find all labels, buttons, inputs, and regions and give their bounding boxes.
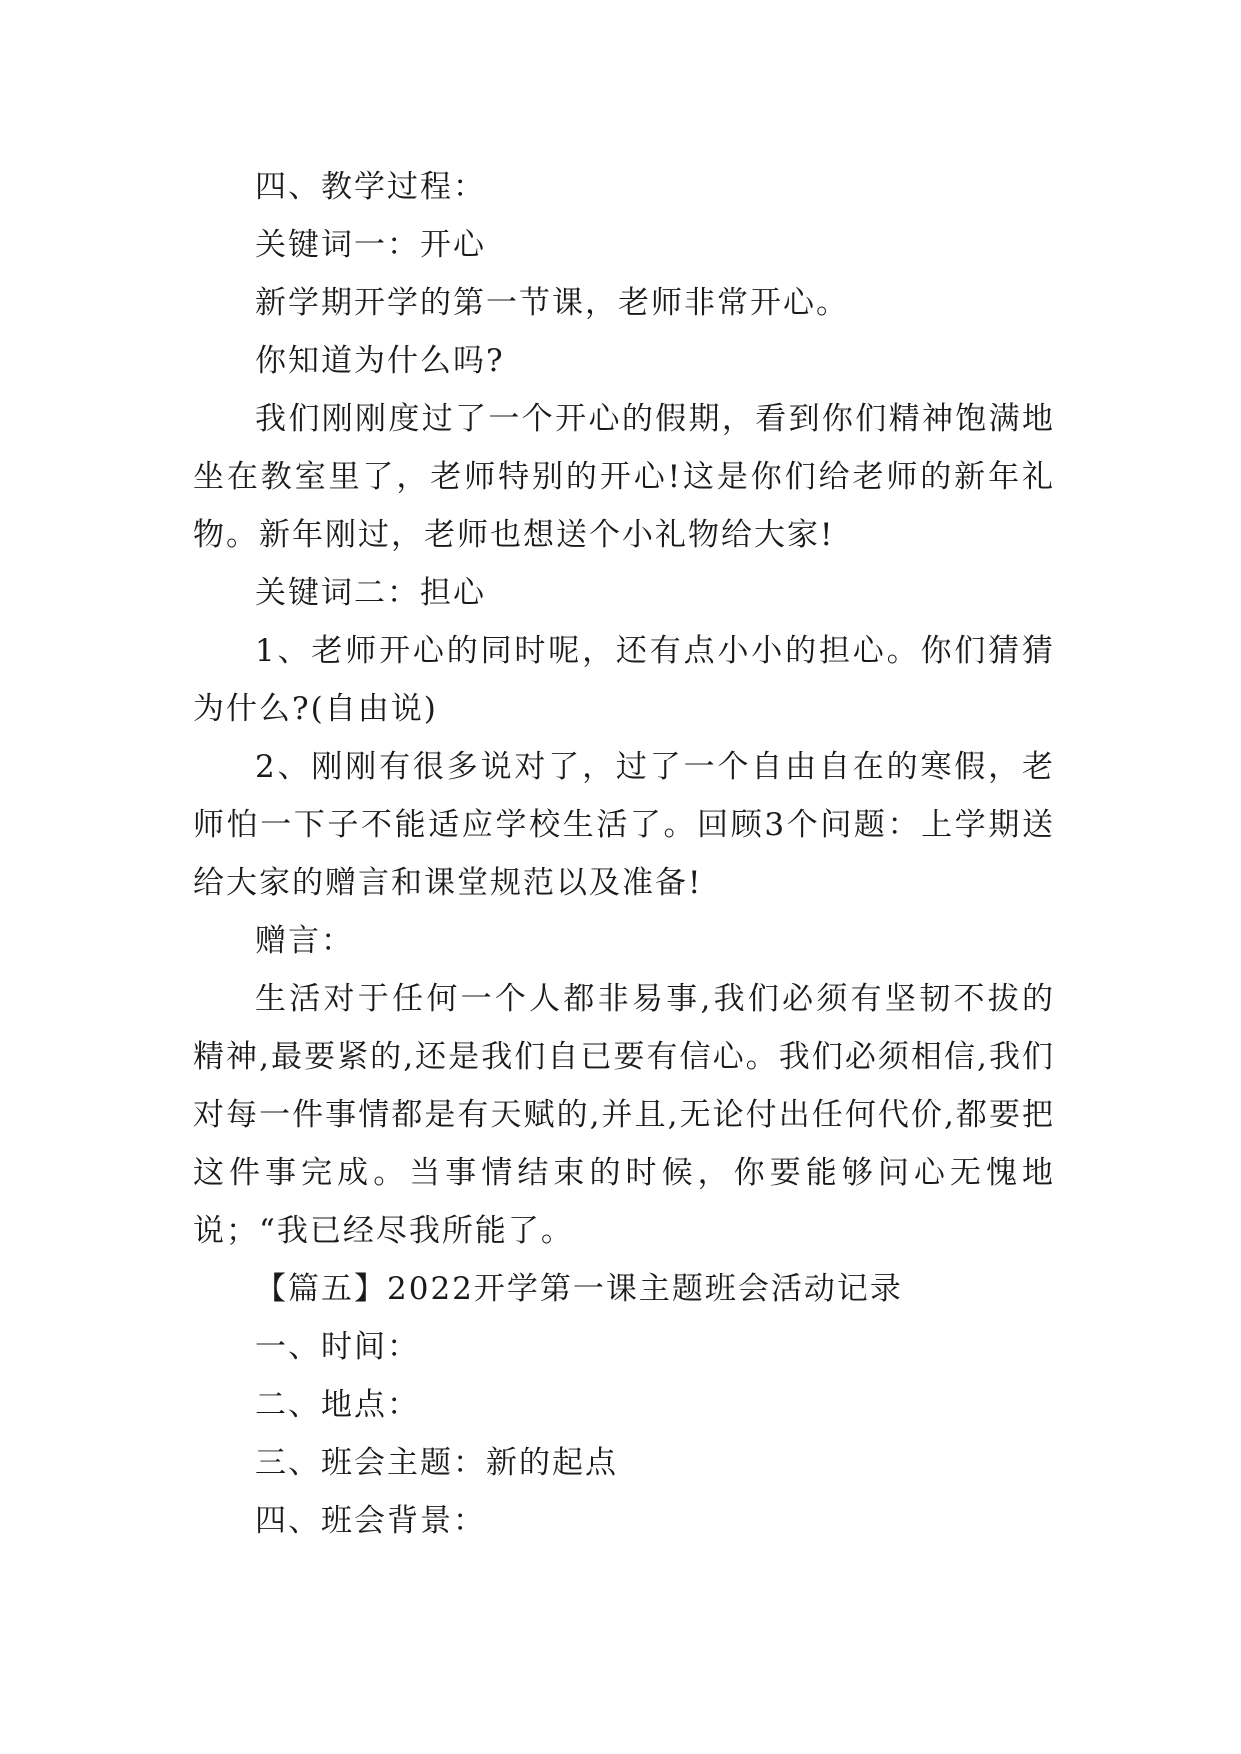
paragraph: 1、老师开心的同时呢，还有点小小的担心。你们猜猜为什么?(自由说) [193,633,1055,727]
item-time: 一、时间： [255,1329,420,1365]
paragraph: 你知道为什么吗? [255,343,505,379]
paragraph: 生活对于任何一个人都非易事,我们必须有坚韧不拔的精神,最要紧的,还是我们自已要有信心。我们必须相信,我们对每一件事情都是有天赋的,并且,无论付出任何代价,都要把这件事完成。当事情结束的时候，你要能够问心无愧地说；“我已经尽我所能了。 [193,981,1055,1249]
item-theme: 三、班会主题：新的起点 [255,1445,618,1481]
heading-gift-words: 赠言： [255,923,354,959]
keyword-two: 关键词二：担心 [255,575,486,611]
item-location: 二、地点： [255,1387,420,1423]
heading-teaching-process: 四、教学过程： [255,169,486,205]
keyword-one: 关键词一：开心 [255,227,486,263]
item-background: 四、班会背景： [255,1503,486,1539]
paragraph: 2、刚刚有很多说对了，过了一个自由自在的寒假，老师怕一下子不能适应学校生活了。回顾3个问题：上学期送给大家的赠言和课堂规范以及准备! [193,749,1055,901]
document-body [193,158,1055,1550]
paragraph: 我们刚刚度过了一个开心的假期，看到你们精神饱满地坐在教室里了，老师特别的开心!这是你们给老师的新年礼物。新年刚过，老师也想送个小礼物给大家! [193,401,1055,553]
paragraph: 新学期开学的第一节课，老师非常开心。 [255,285,849,321]
section-title: 【篇五】2022开学第一课主题班会活动记录 [255,1271,903,1307]
